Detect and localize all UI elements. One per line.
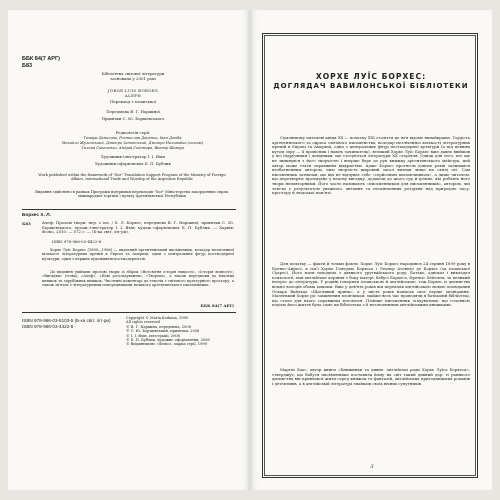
- copyright-line: © Видавництво «Фоліо», марка серії, 1999: [126, 342, 207, 347]
- chapter-title-1: ХОРХЕ ЛУЇС БОРХЕС:: [315, 72, 427, 81]
- right-page: [250, 10, 492, 490]
- original-title: ALEPH: [124, 93, 142, 98]
- page-number: 3: [370, 464, 374, 470]
- sur-program-en: Work published within the framework of "Sur" Translation Support Program of the Ministry of Foreign Affairs, International Trade and Worship of the Argentine Republic: [38, 173, 226, 182]
- sur-program-ua: Видання здійснено в рамках Програми підтримки перекладів "Sur" Міністерства закордонних справ, міжнародної торгівлі і культу Аргентинської Республіки: [35, 190, 229, 199]
- body-paragraph-3: Мартін Хаас, автор книги «Книжники та дивне: англійські ради Хорхе Луїса Борхеса», стверджує, що бабуся письменника поставила йому на світ такий дивний дар: із раннього дитинства він привчався жити серед книжок та фантазій, англійських пригодницьких романів і детективів, а в англійській літературі знайшов своїх вічних супутників.: [272, 367, 470, 386]
- catalog-author: Борхес Х. Л.: [22, 213, 51, 218]
- bbk-code: ББК 84(7 АРГ): [22, 56, 60, 62]
- illustrator-credit: Художник-ілюстратор І. І. Яхін: [101, 154, 165, 159]
- catalog-description: Хорхе Луїс Борхес (1899—1986) — видатний аргентинський письменник, володар незліченної кількості літературних премій в Європі та Америці, один з центральних фігур постмодерної культури, один з перших художників-постмодерністів.: [42, 248, 234, 261]
- catalog-b83: Б83: [22, 221, 31, 226]
- series-line-2: заснована у 2001 році: [110, 76, 156, 81]
- catalog-isbn: ISBN 978-966-03-4422-8: [52, 239, 102, 244]
- preface-credit: Передмова В. Г. Наріжної: [106, 109, 160, 114]
- body-paragraph-2: Для початку — факти й тільки факти. Хорхе Луїс Борхес народився 24 серпня 1899 року в Буенос-Айресі, в сім'ї Хорхе Гільєрмо Борхеса і Леонор Асеведо де Борхес (за іспанської Суареc). Його мати походила з давнього уругвайського роду. Батько, адвокат і викладач психології, мав англійське коріння з боку матері, бабусі Борхеса, Френсіс Хейзлем, та великий інтерес до літератури. У родині говорили іспанською й англійською, тож Борхес із дитинства вільно володів обома мовами. Вже у дев'ять років він переклав англійською мовою оповідання Оскара Вайльда «Щасливий принц», а у шість років написав своє перше оповідання. Маленький Хорхе ріс замкненим хлопчиком, майже весь час проводячи в батьковій бібліотеці, що стала для нього справжнім всесвітом. Пізніше письменник згадуватиме, що головною подією його життя була саме ця бібліотека з її незліченними англійськими книжками.: [272, 261, 470, 308]
- copyright-line: Copyright © María Kodama, 1995: [126, 316, 189, 320]
- divider-top: [22, 209, 236, 210]
- inner-frame: [264, 35, 476, 476]
- catalog-description-2: До видання увійшли прозові твори із збірок «Всесвітня історія ницості», «Історія вічності», «Вигадки» (гілка), «Алеф», «Нові розслідування», «Творець», а також передмови до власних книжок та зарубіжних книжок. Численні коментарі до текстів з світового культурного простору, а також зв'язок з літературними попередниками великого аргентинського письменника.: [42, 270, 234, 288]
- isbn-block: [22, 318, 126, 330]
- series-line-1: Бібліотека світової літератури: [101, 71, 165, 76]
- notes-credit: Примітки С. Ю. Борщевського: [101, 116, 165, 121]
- isbn-series: ISBN 978-966-03-5103-5 (Б-ка світ. літ-ри): [22, 318, 111, 323]
- copyright-line: All rights reserved: [126, 320, 160, 325]
- bbk-bottom: ББК 84(7 АРГ): [200, 303, 234, 308]
- copyright-block: [126, 316, 236, 347]
- book-spread: [8, 10, 492, 490]
- editorial-board-1: Тамара Денисова, Ростислав Доценко, Іван Дзюба,: [83, 136, 183, 140]
- copyright-line: © С. Ю. Борщевський, примітки, 2008: [126, 329, 200, 334]
- catalog-body: Алеф: Прозові твори: пер. з ісп. / Х. Л. Борхес; передмова В. Г. Наріжної; примітки С. Ю. Борщевського; худож.-ілюстратор І. І. Яхін; худож.-оформлювач Б. П. Бублик. — Харків: Фоліо, 2010. — 572 с. — (Б-ка світ. літ-ри).: [42, 220, 234, 235]
- divider-bottom: [22, 312, 236, 313]
- translated-from: Переклад з іспанської: [110, 99, 156, 104]
- isbn-book: ISBN 978-966-03-4422-8: [22, 324, 74, 330]
- body-paragraph-1: Сумлінному читачеві кінця ХХ — початку ХХІ століття це ім'я відоме якнайкраще. Гордість аргентинського та окраса світового письменства, володар незліченної кількості літературних премій в Європі та Америці, одна з центральних фігур постмодерної культури (а під певним кутом зору — її провісник і навіть зачинатель), великий Хорхе Луїс Борхес вже давно ввійшов у всі підручники і довідники, що стосуються літератури ХХ сторіччя. Однак для того, хто ще не звикнувся з його творчістю і вперше бере до рук книжку аргентинського майстра, цей автор може стати справжнім відкриттям. Адже Борхес протягом довгих років залишався незбагненним автором, чию творчість широкий загал визнав лише на схилі літ. Сам письменник зазначав, що він не відчуває себе «серйозним письменником», а лише читачем, що перетворює прочитане у власну вигадку, додаючи до цього гру й іронію, які роблять його твори неповторними. Його часто називають «письменником для письменників», автором, чиї тексти є результатом уважного читання та нескінченних роздумів над природою часу, простору й людської пам'яті.: [272, 135, 470, 196]
- editorial-board-title: Редколегія серії:: [115, 130, 151, 135]
- b83-code: Б83: [22, 63, 33, 69]
- left-page: [8, 10, 250, 490]
- chapter-title-2: ДОГЛЯДАЧ ВАВИЛОНСЬКОЇ БІБЛІОТЕКИ: [273, 82, 469, 90]
- copyright-line: © Б. П. Бублик, художнє оформлення, 2008: [126, 338, 210, 343]
- cover-designer-credit: Художник-оформлювач Б. П. Бублик: [95, 161, 171, 166]
- editorial-board-2: Михайло Жулинський, Дмитро Затонський, Дмитро Наливайко (голова),: [61, 141, 205, 145]
- copyright-line: © В. Г. Наріжна, передмова, 2008: [126, 324, 191, 329]
- copyright-line: © І. І. Яхін, ілюстрації, 2008: [126, 333, 180, 338]
- editorial-board-3: Галина Сиваченко, Андрій Содомора, Віктор Шовкун: [81, 146, 185, 150]
- original-author: JORGE LUIS BORGES: [107, 88, 159, 93]
